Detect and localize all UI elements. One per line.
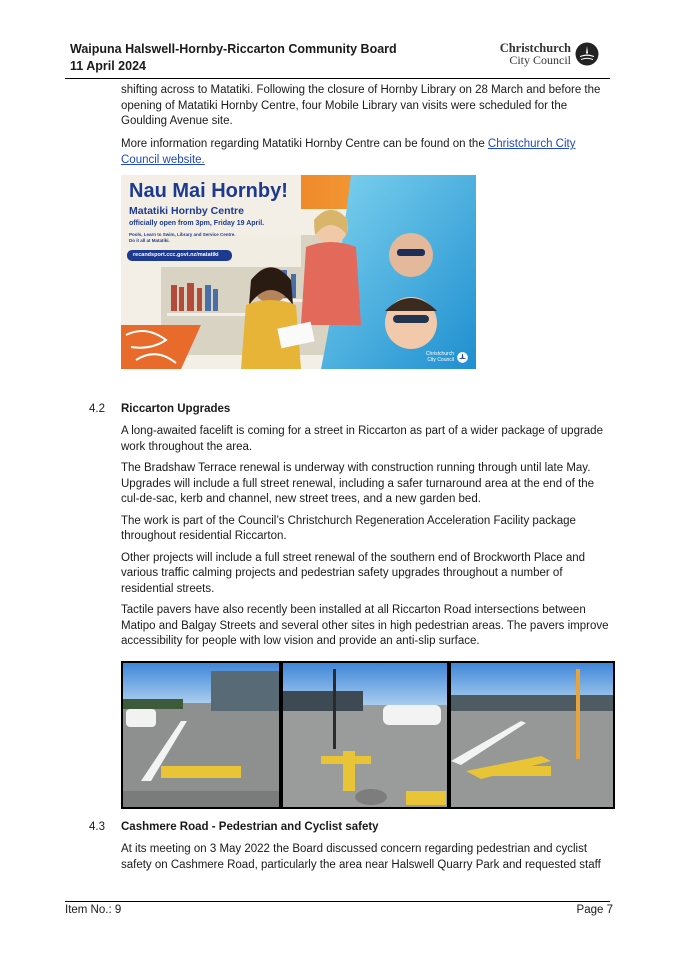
section-title: Cashmere Road - Pedestrian and Cyclist safety bbox=[121, 821, 379, 833]
intro-paragraph bbox=[121, 83, 613, 130]
more-info-text: More information regarding Matatiki Hornby Centre can be found on the bbox=[121, 138, 488, 150]
section-4-3-body bbox=[121, 842, 613, 873]
paragraph: At its meeting on 3 May 2022 the Board discussed concern regarding pedestrian and cyclist safety on Cashmere Road, particularly the area near Halswell Quarry Park and requested staff bbox=[121, 843, 601, 871]
document-date: 11 April 2024 bbox=[70, 59, 146, 73]
section-4-3-heading bbox=[89, 820, 379, 835]
paragraph: Other projects will include a full street renewal of the southern end of Brockworth Place and various traffic calming projects and pedestrian safety upgrades throughout a number of residential streets. bbox=[121, 551, 586, 595]
banner-opening: officially open from 3pm, Friday 19 April. bbox=[129, 220, 265, 227]
logo-text-line2: City Council bbox=[509, 53, 571, 67]
intro-text: shifting across to Matatiki. Following the closure of Hornby Library on 28 March and before the opening of Matatiki Hornby Centre, four Mobile Library van visits were scheduled for the Goulding Avenue site. bbox=[121, 84, 601, 127]
paver-photo-strip bbox=[121, 661, 615, 809]
tactile-paver-photos bbox=[121, 661, 615, 809]
header-divider bbox=[65, 78, 610, 79]
matatiki-banner-image bbox=[121, 175, 476, 369]
paragraph: Tactile pavers have also recently been installed at all Riccarton Road intersections between Matipo and Balgay Streets and several other sites in high pedestrian areas. The pavers improve accessibility for people with low vision and provide an anti-slip surface. bbox=[121, 604, 609, 647]
document-title: Waipuna Halswell-Hornby-Riccarton Community Board bbox=[70, 42, 397, 56]
page-header bbox=[70, 40, 605, 78]
banner-headline: Nau Mai Hornby! bbox=[129, 180, 288, 202]
logo-text-line1: Christchurch bbox=[499, 41, 571, 55]
section-number: 4.3 bbox=[89, 821, 105, 833]
banner-logo-line1: Christchurch bbox=[425, 351, 454, 357]
banner-logo-line2: City Council bbox=[427, 357, 454, 363]
photo-1 bbox=[123, 663, 279, 807]
banner-url: recandsport.ccc.govt.nz/matatiki bbox=[133, 252, 219, 258]
banner-tagline1: Pools, Learn to Swim, Library and Service Centre. bbox=[129, 232, 236, 237]
banner-council-icon bbox=[457, 352, 468, 363]
page-number: Page 7 bbox=[576, 904, 613, 916]
paragraph: The Bradshaw Terrace renewal is underway with construction running through until late May. Upgrades will include a full street renewal, including a safer turnaround area at the end of the cul-de-sac, kerb and channel, new street trees, and a new garden bed. bbox=[121, 462, 595, 505]
banner-subhead: Matatiki Hornby Centre bbox=[129, 205, 244, 217]
section-title: Riccarton Upgrades bbox=[121, 403, 231, 415]
banner-tagline2: Do it all at Matatiki. bbox=[129, 238, 170, 243]
more-info-paragraph bbox=[121, 137, 613, 168]
footer-divider bbox=[65, 901, 610, 902]
paragraph: A long-awaited facelift is coming for a street in Riccarton as part of a wider package of upgrade work throughout the area. bbox=[121, 425, 603, 453]
section-4-2-heading bbox=[89, 402, 230, 417]
photo-3 bbox=[451, 663, 613, 807]
section-4-2-body bbox=[121, 424, 613, 650]
section-number: 4.2 bbox=[89, 403, 105, 415]
item-number: Item No.: 9 bbox=[65, 904, 122, 916]
photo-2 bbox=[283, 663, 447, 807]
council-emblem-icon bbox=[575, 42, 599, 66]
council-website-link[interactable]: Christchurch City Council website. bbox=[121, 138, 576, 166]
paragraph: The work is part of the Council’s Christchurch Regeneration Acceleration Facility package throughout residential Riccarton. bbox=[121, 514, 576, 542]
council-logo bbox=[495, 40, 605, 70]
